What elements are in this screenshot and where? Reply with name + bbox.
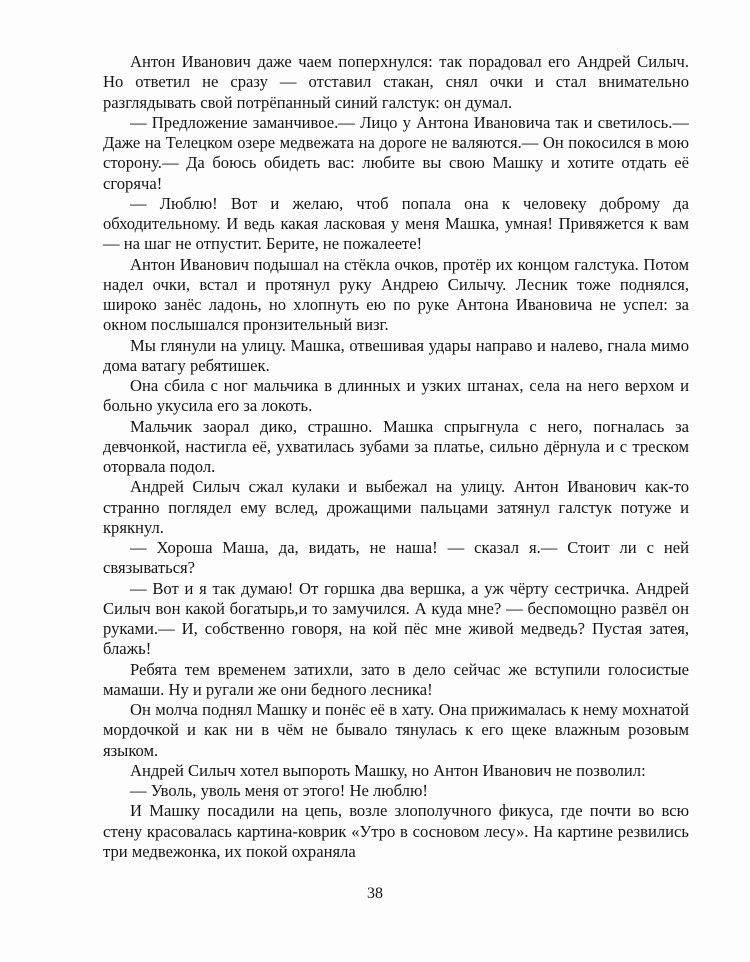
page-number: 38 <box>367 885 383 902</box>
body-text <box>103 52 689 862</box>
paragraph: Андрей Силыч хотел выпороть Машку, но Антон Иванович не позволил: <box>130 760 646 780</box>
paragraph: Мы глянули на улицу. Машка, отвешивая удары направо и налево, гнала мимо дома ватагу ребятишек. <box>103 335 689 375</box>
paragraph: Она сбила с ног мальчика в длинных и узких штанах, села на него верхом и больно укусила его за локоть. <box>103 376 689 416</box>
paragraph: Антон Иванович подышал на стёкла очков, протёр их концом галстука. Потом надел очки, встал и протянул руку Андрею Силычу. Лесник тоже поднялся, широко занёс ладонь, но хлопнуть ею по руке Антона Ивановича не успел: за окном послышался пронзительный визг. <box>103 254 689 335</box>
paragraph: — Хороша Маша, да, видать, не наша! — сказал я.— Стоит ли с ней связываться? <box>103 538 689 578</box>
paragraph: Он молча поднял Машку и понёс её в хату. Она прижималась к нему мохнатой мордочкой и как ни в чём не бывало тянулась к его щеке влажным розовым языком. <box>103 700 689 760</box>
paragraph: — Люблю! Вот и желаю, чтоб попала она к человеку доброму да обходительному. И ведь какая ласковая у меня Машка, умная! Привяжется к вам — на шаг не отпустит. Берите, не пожалеете! <box>103 193 689 254</box>
paragraph: Андрей Силыч сжал кулаки и выбежал на улицу. Антон Иванович как-то странно поглядел ему вслед, дрожащими пальцами затянул галстук потуже и крякнул. <box>103 477 689 537</box>
paragraph: И Машку посадили на цепь, возле злополучного фикуса, где почти во всю стену красовалась картина-коврик «Утро в сосновом лесу». На картине резвились три медвежонка, их покой охраняла <box>103 801 689 861</box>
paragraph: — Уволь, уволь меня от этого! Не люблю! <box>130 781 428 800</box>
paragraph: — Вот и я так думаю! От горшка два вершка, а уж чёрту сестричка. Андрей Силыч вон какой богатырь,и то замучился. А куда мне? — беспомощно развёл он руками.— И, собственно говоря, на кой пёс мне живой медведь? Пустая затея, блажь! <box>103 578 689 659</box>
paragraph: Антон Иванович даже чаем поперхнулся: так порадовал его Андрей Силыч. Но ответил не сразу — отставил стакан, снял очки и стал внимательно разглядывать свой потрёпанный синий галстук: он думал. <box>103 52 689 112</box>
paragraph: Ребята тем временем затихли, зато в дело сейчас же вступили голосистые мамаши. Ну и ругали же они бедного лесника! <box>103 659 689 699</box>
paragraph: Мальчик заорал дико, страшно. Машка спрыгнула с него, погналась за девчонкой, настигла её, ухватилась зубами за платье, сильно дёрнула и с треском оторвала подол. <box>103 416 689 476</box>
paragraph: — Предложение заманчивое.— Лицо у Антона Ивановича так и светилось.— Даже на Телецком озере медвежата на дороге не валяются.— Он покосился в мою сторону.— Да боюсь обидеть вас: любите вы свою Машку и хотите отдать её сгоряча! <box>103 112 689 193</box>
